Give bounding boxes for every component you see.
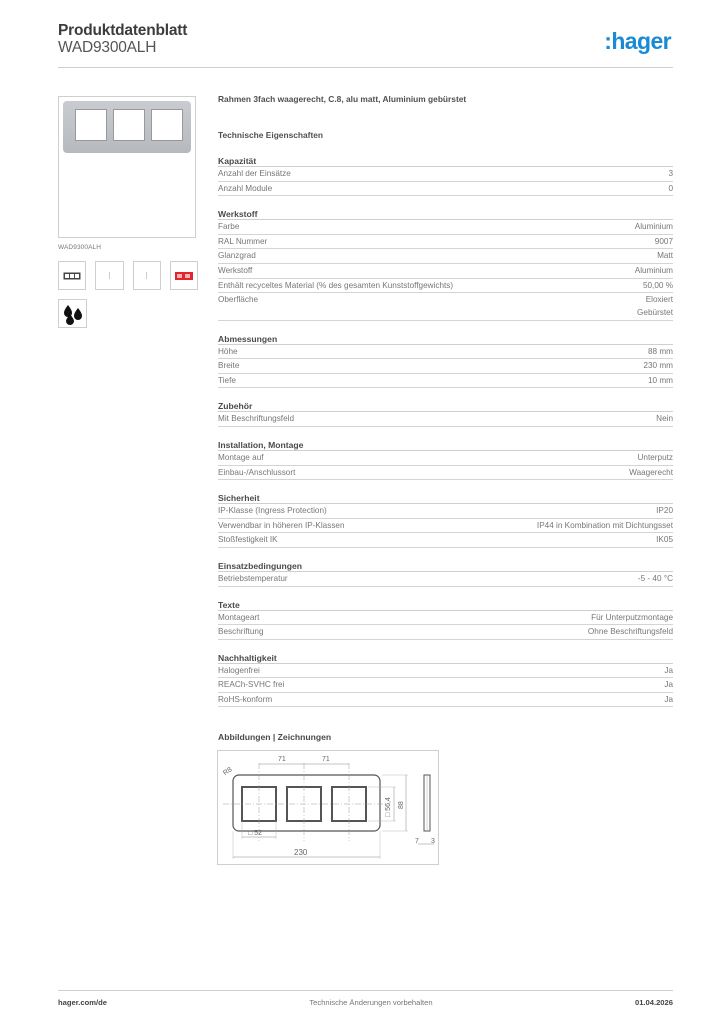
spec-row [218, 451, 673, 466]
spec-section [218, 599, 673, 640]
frame-opening [151, 109, 183, 141]
spec-value: Ja [664, 665, 673, 675]
spec-value: Für Unterputzmontage [591, 612, 673, 622]
frame-opening [75, 109, 107, 141]
spec-row [218, 572, 673, 587]
spec-value: Aluminium [634, 222, 673, 232]
spec-value: IP44 in Kombination mit Dichtungsset [536, 520, 673, 530]
placeholder-icon [95, 261, 123, 290]
spec-label: Farbe [218, 222, 240, 232]
spec-section [218, 155, 673, 196]
product-description: Rahmen 3fach waagerecht, C.8, alu matt, Aluminium gebürstet [218, 94, 467, 104]
dim-width: 230 [294, 848, 308, 857]
spec-value: Aluminium [634, 265, 673, 275]
spec-label: Höhe [218, 346, 238, 356]
section-heading: Kapazität [218, 155, 673, 167]
dim-depth-a: 7 [415, 838, 419, 845]
spec-section [218, 208, 673, 320]
spec-row [218, 504, 673, 519]
spec-label: REACh-SVHC frei [218, 680, 285, 690]
section-heading: Abmessungen [218, 333, 673, 345]
spec-row [218, 519, 673, 534]
section-heading: Zubehör [218, 400, 673, 412]
spec-row [218, 167, 673, 182]
spec-label: Stoßfestigkeit IK [218, 535, 278, 545]
page-footer [58, 998, 673, 1007]
page-header [58, 22, 673, 68]
frame-opening [113, 109, 145, 141]
dim-depth-b: 3 [431, 838, 435, 845]
dim-pitch-2: 71 [322, 756, 330, 763]
spec-label: Anzahl Module [218, 183, 273, 193]
frame-3gang-illustration [63, 101, 191, 153]
spec-sections [218, 155, 673, 707]
spec-label: Verwendbar in höheren IP-Klassen [218, 520, 345, 530]
spec-row [218, 293, 673, 320]
spec-section [218, 560, 673, 587]
spec-value: Ja [664, 680, 673, 690]
spec-label: Anzahl der Einsätze [218, 169, 291, 178]
spec-value: 0 [668, 183, 673, 193]
dim-height: 88 [398, 801, 405, 809]
ip-rating-icon [170, 261, 198, 290]
spec-value: Matt [657, 251, 673, 261]
spec-label: Enthält recyceltes Material (% des gesamten Kunststoffgewichts) [218, 280, 454, 290]
spec-value: Unterputz [637, 452, 673, 462]
spec-section [218, 333, 673, 389]
product-image [58, 96, 196, 238]
spec-value: 88 mm [647, 346, 673, 356]
header-divider [58, 67, 673, 68]
spec-row [218, 678, 673, 693]
technical-drawing [217, 750, 439, 865]
spec-row [218, 625, 673, 640]
spec-label: Einbau-/Anschlussort [218, 467, 296, 477]
dim-radius: R8 [222, 766, 234, 778]
spec-section [218, 439, 673, 480]
spec-row [218, 279, 673, 294]
spec-row [218, 249, 673, 264]
spec-row [218, 235, 673, 250]
spec-row [218, 182, 673, 197]
spec-label: Glanzgrad [218, 251, 256, 261]
spec-label: Mit Beschriftungsfeld [218, 414, 294, 424]
section-heading: Sicherheit [218, 492, 673, 504]
spec-value: Ohne Beschriftungsfeld [587, 627, 673, 637]
spec-value: Waagerecht [629, 467, 673, 477]
spec-label: Montage auf [218, 452, 264, 462]
spec-value: IK05 [656, 535, 673, 545]
hager-logo[interactable]: :hager [604, 28, 671, 54]
section-heading: Installation, Montage [218, 439, 673, 451]
spec-label: IP-Klasse (Ingress Protection) [218, 506, 327, 516]
spec-value: -5 - 40 °C [637, 573, 673, 583]
product-code: WAD9300ALH [58, 39, 157, 56]
spec-label: Beschriftung [218, 627, 264, 637]
drawings-title: Abbildungen | Zeichnungen [218, 732, 332, 743]
spec-row [218, 220, 673, 235]
dim-opening-width: □ 52 [248, 830, 262, 837]
spec-section [218, 652, 673, 708]
feature-icon-row [58, 261, 198, 290]
spec-value: Ja [664, 694, 673, 704]
product-media-panel [58, 96, 198, 328]
spec-row [218, 264, 673, 279]
spec-row [218, 664, 673, 679]
spec-row [218, 374, 673, 389]
spec-section [218, 400, 673, 427]
spec-row [218, 345, 673, 360]
spec-label: RoHS-konform [218, 694, 273, 704]
spec-label: Breite [218, 361, 240, 371]
spec-section [218, 492, 673, 548]
dim-opening-height: □ 56,4 [385, 797, 392, 817]
spec-value: 10 mm [647, 375, 673, 385]
spec-value: Nein [656, 414, 673, 424]
website-link[interactable]: hager.com/de [58, 998, 107, 1007]
spec-label: Betriebstemperatur [218, 573, 288, 583]
section-heading: Texte [218, 599, 673, 611]
tech-properties-title: Technische Eigenschaften [218, 130, 324, 140]
placeholder-icon [133, 261, 161, 290]
spec-value-line: Gebürstet [637, 308, 673, 318]
spec-row [218, 693, 673, 708]
section-heading: Nachhaltigkeit [218, 652, 673, 664]
spec-row [218, 533, 673, 548]
spec-value [637, 293, 673, 319]
document-date: 01.04.2026 [634, 998, 673, 1007]
section-heading: Einsatzbedingungen [218, 560, 673, 572]
spec-value-line: Eloxiert [645, 295, 673, 305]
section-heading: Werkstoff [218, 208, 673, 220]
spec-value: 9007 [654, 236, 673, 246]
spec-label: Montageart [218, 612, 260, 622]
spec-value: IP20 [656, 506, 673, 516]
footer-divider [58, 990, 673, 991]
spec-row [218, 359, 673, 374]
disclaimer: Technische Änderungen vorbehalten [309, 998, 433, 1007]
spec-label: Halogenfrei [218, 665, 260, 675]
spec-value: 3 [668, 169, 673, 178]
spec-row [218, 412, 673, 427]
spec-panel [218, 94, 673, 744]
spec-label: RAL Nummer [218, 236, 268, 246]
image-caption: WAD9300ALH [58, 244, 102, 251]
document-title: Produktdatenblatt [58, 22, 188, 39]
spec-label: Oberfläche [218, 295, 259, 305]
dim-pitch-1: 71 [278, 756, 286, 763]
spec-row [218, 611, 673, 626]
spec-row [218, 466, 673, 481]
water-drops-icon [58, 299, 87, 328]
spec-label: Werkstoff [218, 265, 253, 275]
spec-label: Tiefe [218, 375, 236, 385]
3-gang-frame-icon [58, 261, 86, 290]
feature-icon-row-2 [58, 299, 198, 328]
spec-value: 50,00 % [642, 280, 673, 290]
spec-value: 230 mm [643, 361, 673, 371]
